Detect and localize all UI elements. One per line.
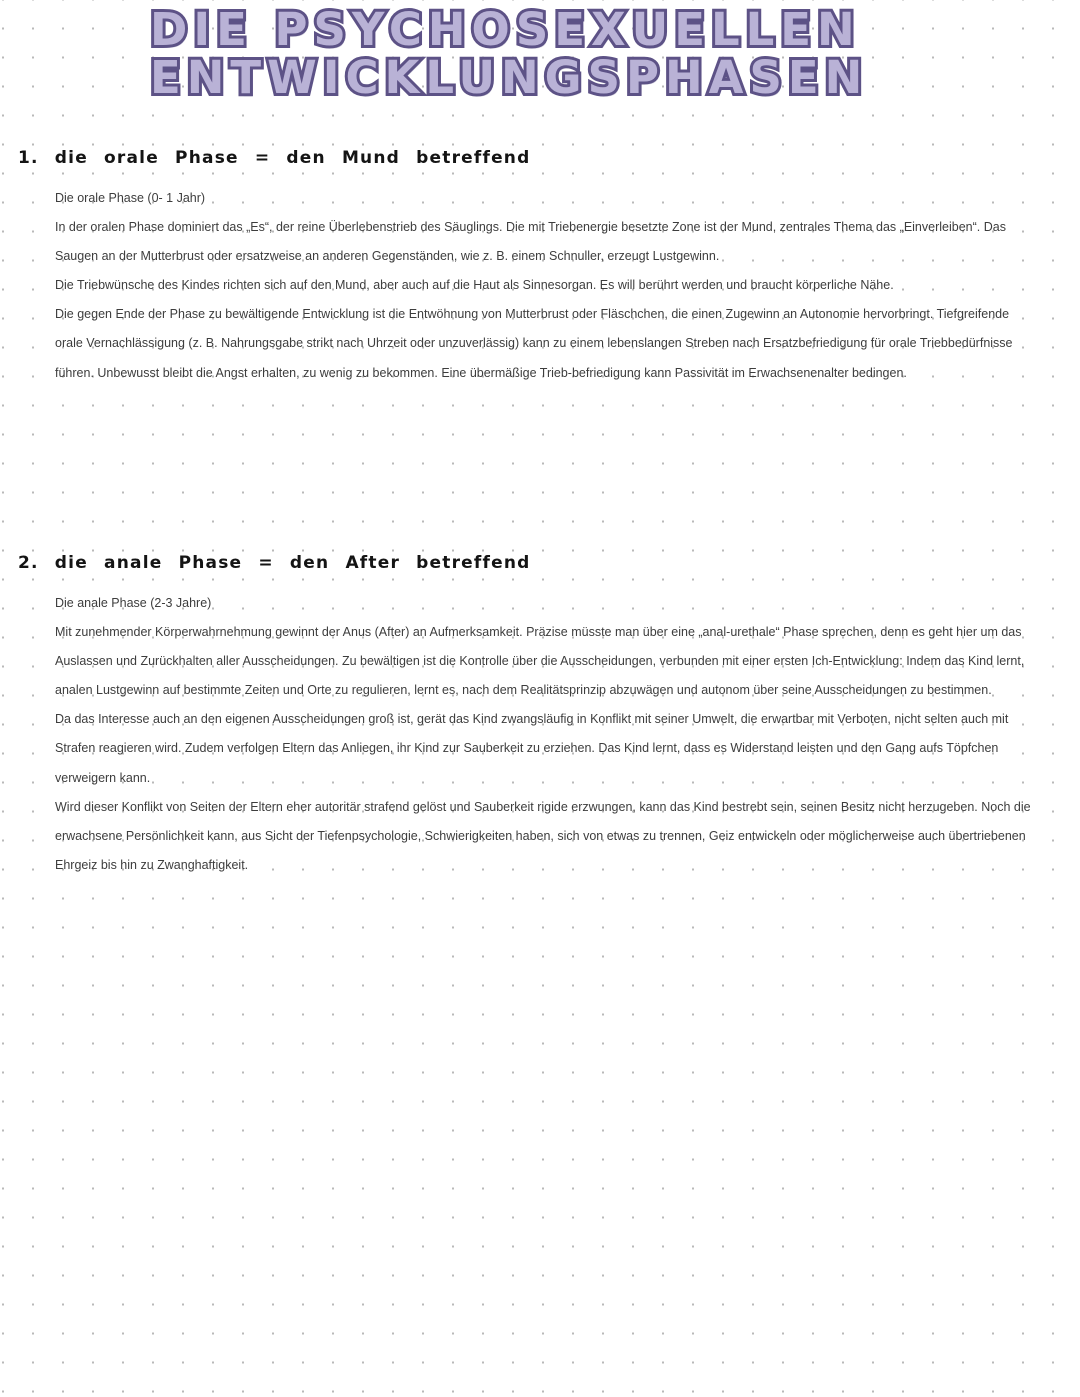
page-title (150, 3, 869, 104)
paragraph: Mit zunehmender Körperwahrnehmung gewinnt der Anus (After) an Aufmerksamkeit. Präzise müsste man über eine „anal-urethale“ Phase sprechen, denn es geht hier um das Auslassen und Zurückhalten aller Ausscheidungen. Zu bewältigen ist die Kontrolle über die Ausscheidungen, verbunden mit einer ersten Ich-Entwicklung: Indem das Kind lernt, analen Lustgewinn auf bestimmte Zeiten und Orte zu regulieren, lernt es, nach dem Realitätsprinzip abzuwägen und autonom über seine Ausscheidungen zu bestimmen. (55, 625, 1025, 698)
page-title-line-2: ENTWICKLUNGSPHASEN (150, 51, 869, 104)
page-title-line-1: DIE PSYCHOSEXUELLEN (150, 3, 861, 56)
paragraph: Die gegen Ende der Phase zu bewältigende Entwicklung ist die Entwöhnung von Mutterbrust oder Fläschchen, die einen Zugewinn an Autonomie hervorbringt. Tiefgreifende orale Vernachlässigung (z. B. Nahrungsgabe strikt nach Uhrzeit oder unzuverlässig) kann zu einem lebenslangen Streben nach Ersatzbefriedigung für orale Triebbedürfnisse führen. Unbewusst bleibt die Angst erhalten, zu wenig zu bekommen. Eine übermäßige Trieb-befriedigung kann Passivität im Erwachsenenalter bedingen. (55, 307, 1013, 380)
paragraph: Die Triebwünsche des Kindes richten sich auf den Mund, aber auch auf die Haut als Sinnesorgan. Es will berührt werden und braucht körperliche Nähe. (55, 278, 894, 293)
paragraph: Da das Interesse auch an den eigenen Ausscheidungen groß ist, gerät das Kind zwangsläufig in Konflikt mit seiner Umwelt, die erwartbar mit Verboten, nicht selten auch mit Strafen reagieren wird. Zudem verfolgen Eltern das Anliegen, ihr Kind zur Sauberkeit zu erziehen. Das Kind lernt, dass es Widerstand leisten und den Gang aufs Töpfchen verweigern kann. (55, 712, 1009, 785)
section-1-body (55, 184, 1040, 388)
paragraph: Die orale Phase (0- 1 Jahr) (55, 191, 206, 205)
paragraph: In der oralen Phase dominiert das „Es“, der reine Überlebenstrieb des Säuglings. Die mit Triebenergie besetzte Zone ist der Mund, zentrales Thema das „Einverleiben“. Das Saugen an der Mutterbrust oder ersatzweise an anderen Gegenständen, wie z. B. einem Schnuller, erzeugt Lustgewinn. (55, 220, 1006, 264)
section-1-heading: 1. die orale Phase = den Mund betreffend (18, 148, 531, 168)
paragraph: Wird dieser Konflikt von Seiten der Eltern eher autoritär strafend gelöst und Sauberkeit rigide erzwungen, kann das Kind bestrebt sein, seinen Besitz nicht herzugeben. Noch die erwachsene Persönlichkeit kann, aus Sicht der Tiefenpsychologie, Schwierigkeiten haben, sich von etwas zu trennen, Geiz entwickeln oder möglicherweise auch übertriebenen Ehrgeiz bis hin zu Zwanghaftigkeit. (55, 799, 1031, 872)
section-2-heading: 2. die anale Phase = den After betreffend (18, 553, 531, 573)
paragraph: Die anale Phase (2-3 Jahre) (55, 596, 212, 610)
section-2-body (55, 589, 1040, 880)
